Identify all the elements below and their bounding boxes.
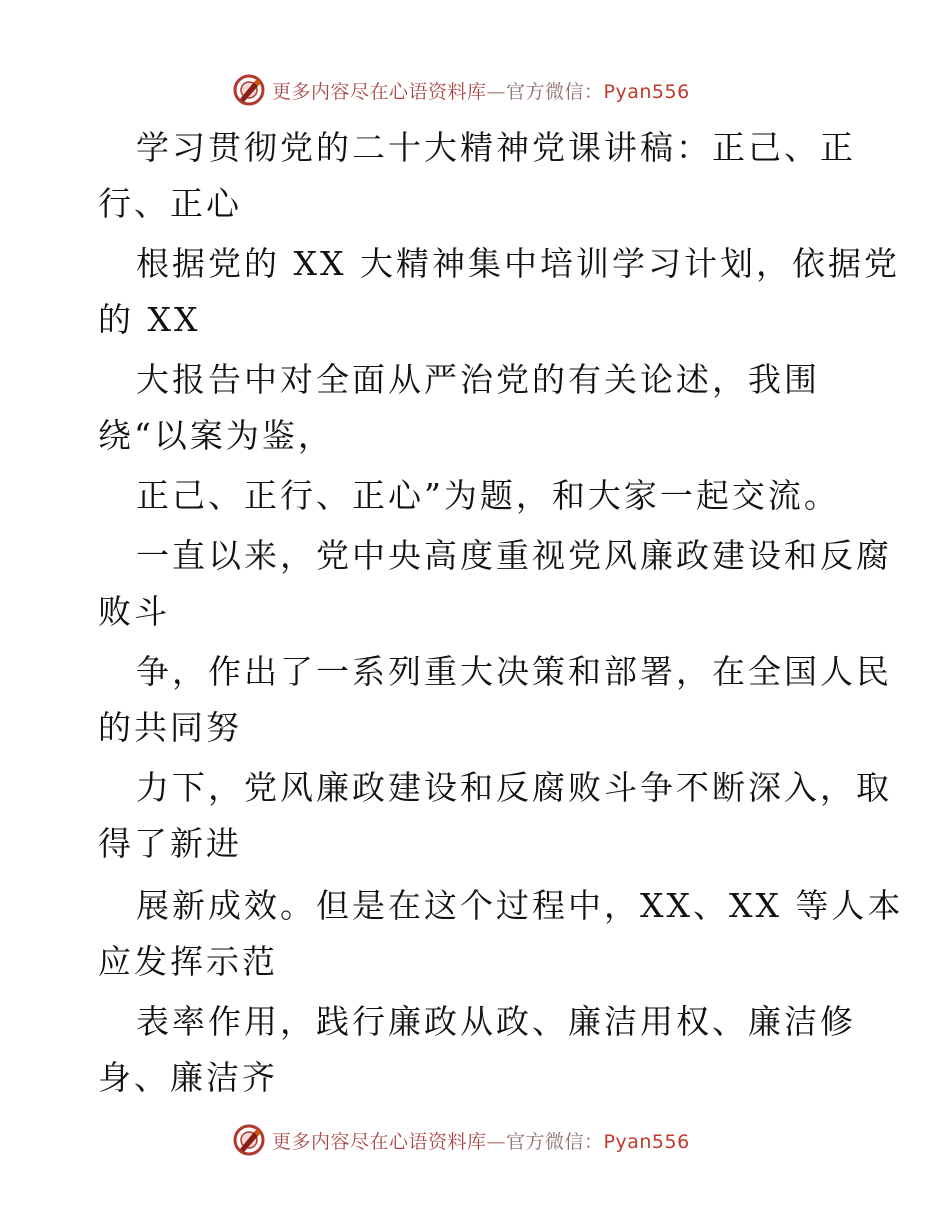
paragraph-line: 的共同努 — [98, 708, 242, 747]
separator-dash: — — [486, 1130, 507, 1153]
paragraph-line: 一直以来，党中央高度重视党风廉政建设和反腐 — [136, 536, 892, 575]
paragraph-line: 正己、正行、正心”为题，和大家一起交流。 — [136, 476, 840, 515]
library-logo-icon — [232, 1123, 266, 1157]
title-line-1: 学习贯彻党的二十大精神党课讲稿：正己、正 — [136, 128, 856, 167]
promo-text: 更多内容尽在心语资料库 — [272, 1130, 487, 1153]
paragraph-line: 败斗 — [98, 592, 170, 631]
footer-banner — [232, 1120, 690, 1160]
paragraph-line: 绕“以案为鉴， — [98, 416, 334, 455]
separator-dash: — — [486, 80, 507, 103]
wechat-id: Pyan556 — [603, 1130, 690, 1153]
paragraph-line: 展新成效。但是在这个过程中，XX、XX 等人本 — [136, 886, 904, 925]
wechat-id: Pyan556 — [603, 80, 690, 103]
wechat-label: 官方微信： — [506, 80, 604, 103]
paragraph-line: 身、廉洁齐 — [98, 1058, 278, 1097]
paragraph-line: 大报告中对全面从严治党的有关论述，我围 — [136, 360, 820, 399]
paragraph-line: 应发挥示范 — [98, 942, 278, 981]
paragraph-line: 力下，党风廉政建设和反腐败斗争不断深入，取 — [136, 768, 892, 807]
paragraph-line: 根据党的 XX 大精神集中培训学习计划，依据党 — [136, 244, 900, 283]
header-banner — [232, 70, 690, 110]
wechat-label: 官方微信： — [506, 1130, 604, 1153]
paragraph-line: 争，作出了一系列重大决策和部署，在全国人民 — [136, 652, 892, 691]
title-line-2: 行、正心 — [98, 184, 242, 223]
footer-banner-text — [272, 1127, 690, 1154]
paragraph-line: 的 XX — [98, 300, 201, 339]
header-banner-text — [272, 77, 690, 104]
paragraph-line: 表率作用，践行廉政从政、廉洁用权、廉洁修 — [136, 1002, 856, 1041]
paragraph-line: 得了新进 — [98, 824, 242, 863]
library-logo-icon — [232, 73, 266, 107]
promo-text: 更多内容尽在心语资料库 — [272, 80, 487, 103]
